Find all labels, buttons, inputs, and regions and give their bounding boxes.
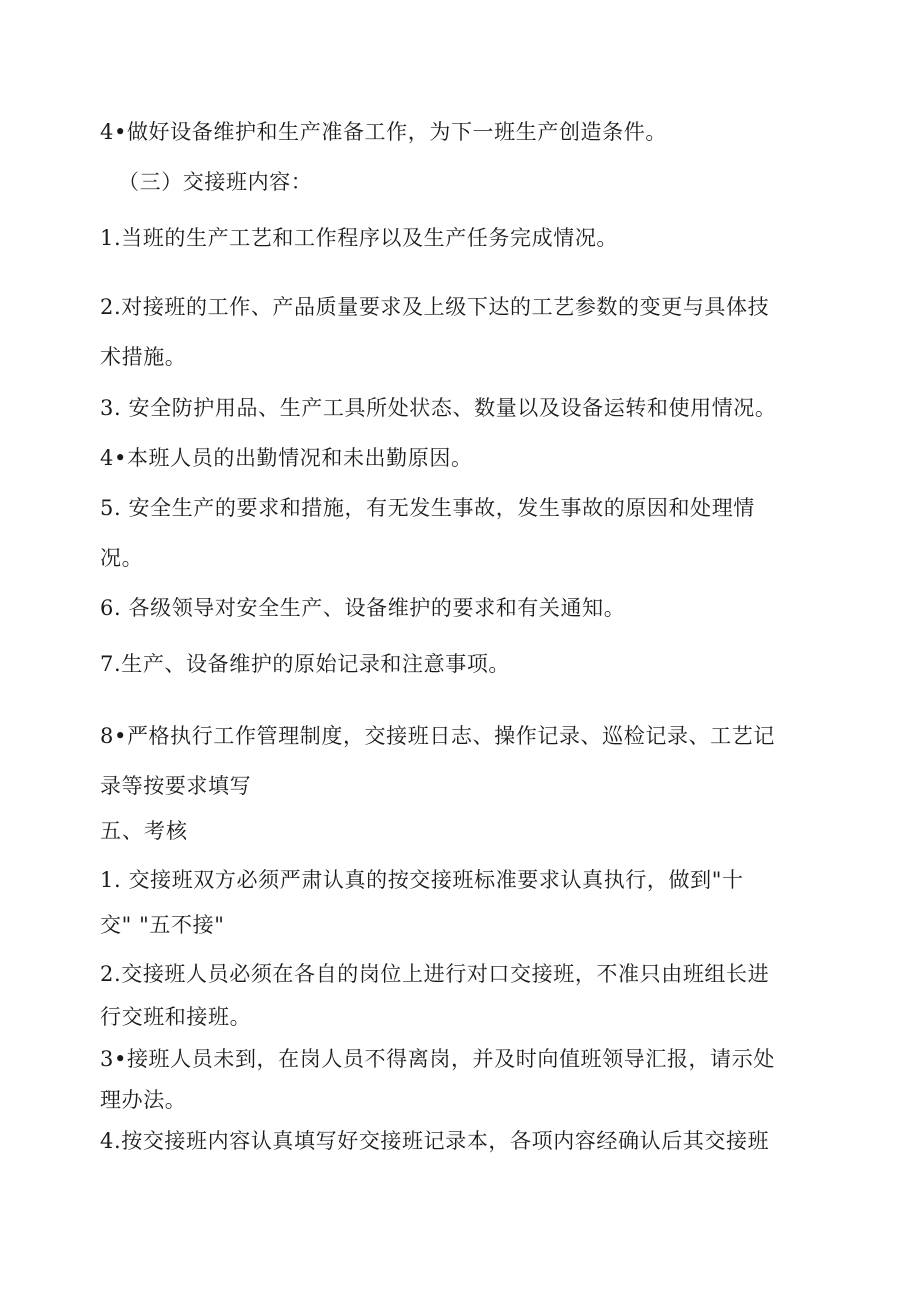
text-line: 3•接班人员未到，在岗人员不得离岗，并及时向值班领导汇报，请示处 (100, 1047, 775, 1071)
text-line: 况。 (100, 546, 144, 570)
section-heading: 五、考核 (100, 819, 188, 843)
text-line: 行交班和接班。 (100, 1005, 252, 1029)
text-line: 6. 各级领导对安全生产、设备维护的要求和有关通知。 (100, 596, 626, 620)
text-line: 交" "五不接" (100, 913, 225, 937)
text-line: 术措施。 (100, 345, 187, 369)
text-line: 8•严格执行工作管理制度，交接班日志、操作记录、巡检记录、工艺记 (100, 724, 775, 748)
text-line: 4•做好设备维护和生产准备工作，为下一班生产创造条件。 (100, 120, 667, 144)
text-line: 2.对接班的工作、产品质量要求及上级下达的工艺参数的变更与具体技 (100, 295, 770, 319)
text-line: 4•本班人员的出勤情况和未出勤原因。 (100, 446, 473, 470)
text-line: 1.当班的生产工艺和工作程序以及生产任务完成情况。 (100, 226, 619, 250)
text-line: 2.交接班人员必须在各自的岗位上进行对口交接班，不准只由班组长进 (100, 962, 770, 986)
text-line: 5. 安全生产的要求和措施，有无发生事故，发生事故的原因和处理情 (100, 496, 755, 520)
section-heading: （三）交接班内容： (118, 170, 313, 194)
text-line: 4.按交接班内容认真填写好交接班记录本，各项内容经确认后其交接班 (100, 1129, 770, 1153)
text-line: 理办法。 (100, 1088, 187, 1112)
text-line: 7.生产、设备维护的原始记录和注意事项。 (100, 652, 511, 676)
text-line: 3. 安全防护用品、生产工具所处状态、数量以及设备运转和使用情况。 (100, 396, 777, 420)
text-line: 1. 交接班双方必须严肃认真的按交接班标准要求认真执行，做到"十 (100, 868, 744, 892)
text-line: 录等按要求填写 (100, 774, 252, 798)
